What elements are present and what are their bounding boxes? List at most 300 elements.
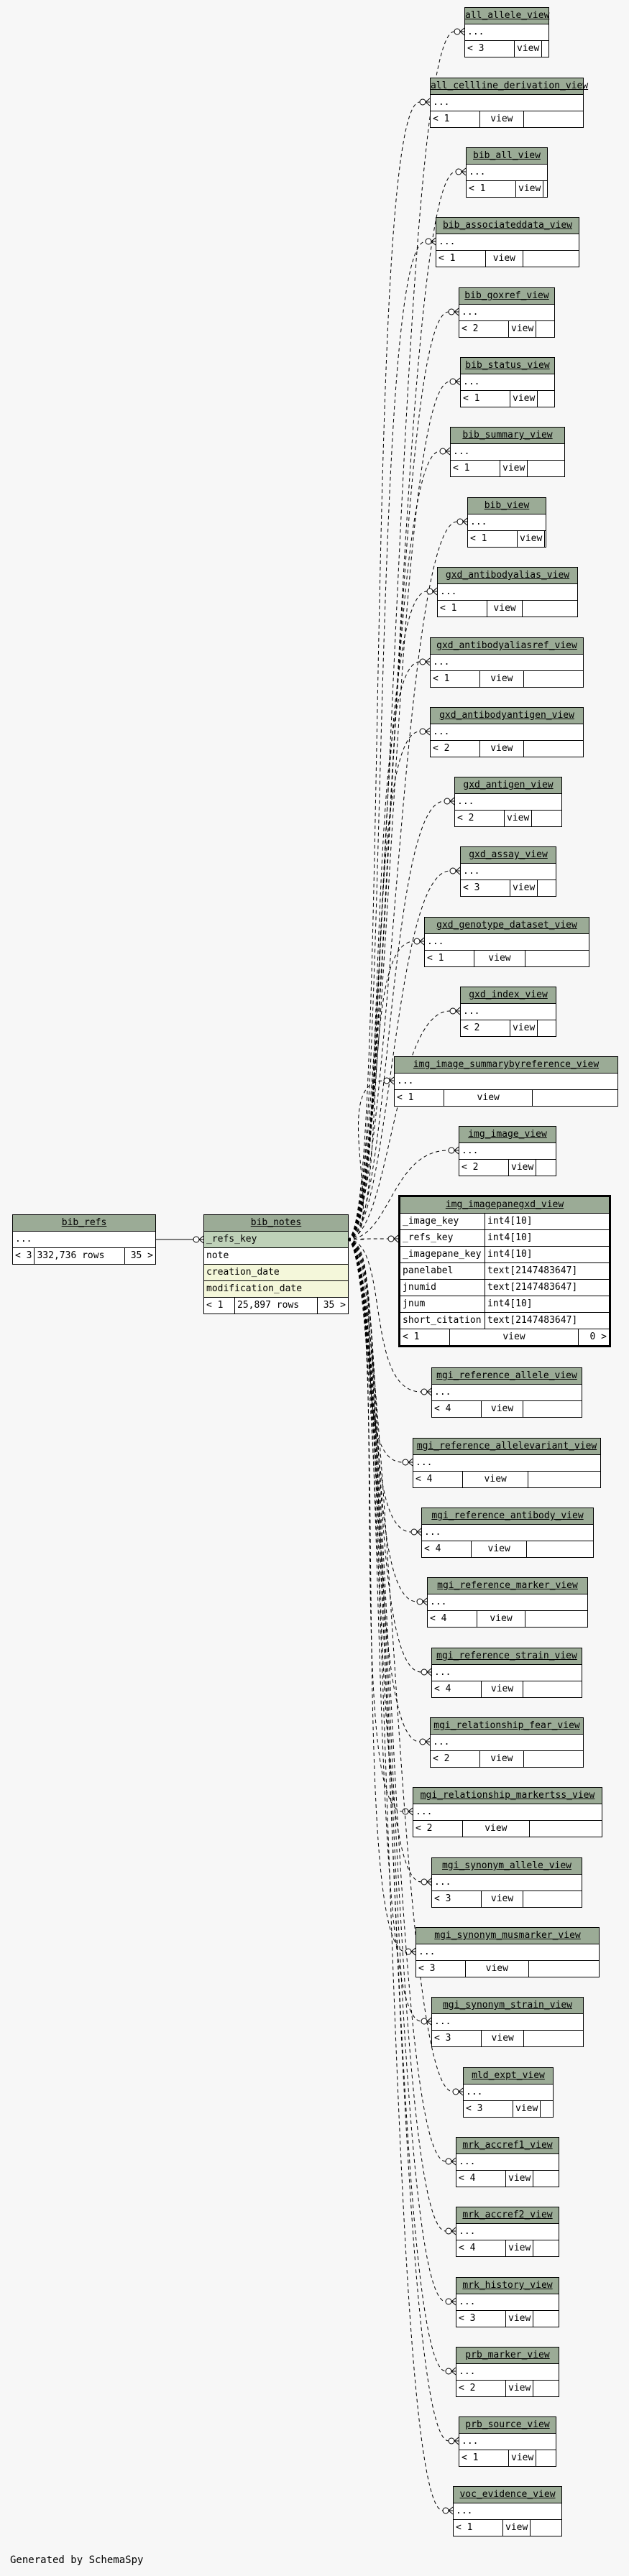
edge-18 (347, 1239, 403, 1462)
parents-count[interactable]: < 1 (459, 2450, 509, 2466)
table-header[interactable] (431, 78, 589, 95)
column-row: ... (456, 2154, 559, 2171)
view-label: view (444, 1090, 533, 1106)
parents-count[interactable]: < 4 (413, 1472, 463, 1487)
children-count[interactable]: 35 > (323, 1300, 346, 1311)
table-header[interactable] (456, 2138, 559, 2154)
footer-blank (524, 741, 583, 757)
crowfoot-marker (420, 1739, 426, 1745)
view-table[interactable] (466, 147, 548, 198)
table-name: mrk_history_view (462, 2280, 553, 2291)
table-name: gxd_assay_view (469, 849, 548, 860)
children-count[interactable]: 0 > (589, 1331, 607, 1342)
column-row: ... (425, 934, 589, 951)
edge-5 (347, 382, 450, 1239)
table-header[interactable] (413, 1439, 600, 1455)
table-header[interactable] (456, 2348, 559, 2364)
column-row: modification_date (204, 1281, 348, 1298)
footer-blank (542, 41, 577, 57)
parents-count[interactable]: < 4 (456, 2171, 506, 2187)
footer-blank (524, 2031, 583, 2046)
table-name: bib_view (484, 500, 530, 511)
crowfoot-marker (449, 309, 454, 315)
view-label: view (506, 2381, 533, 2396)
parents-count[interactable]: < 2 (456, 2381, 506, 2396)
parents-count[interactable]: < 4 (422, 1541, 472, 1557)
view-table[interactable] (456, 2277, 559, 2327)
view-label: view (480, 1751, 524, 1767)
crowfoot-marker (421, 1389, 427, 1395)
edge-32 (347, 1239, 449, 2441)
view-label: view (463, 1472, 528, 1487)
view-label: view (510, 880, 538, 896)
view-label: view (472, 1541, 527, 1557)
parents-count[interactable]: < 2 (413, 1821, 463, 1837)
table-bib-notes[interactable] (203, 1214, 349, 1314)
column-row: panelabel text[2147483647] (400, 1263, 609, 1280)
rows-count: 332,736 rows (35, 1248, 125, 1264)
parents-count[interactable]: < 3 (465, 41, 515, 57)
crowfoot-marker (421, 2018, 427, 2024)
view-label: view (500, 461, 528, 476)
column-row: ... (431, 95, 583, 111)
table-header[interactable] (464, 2068, 553, 2085)
table-name: bib_summary_view (462, 430, 553, 440)
table-header[interactable] (413, 1788, 602, 1804)
column-row: ... (416, 1944, 599, 1961)
table-header[interactable] (436, 218, 579, 234)
key-column-row: _refs_key (204, 1232, 348, 1248)
crowfoot-marker (443, 2508, 449, 2513)
view-table[interactable] (431, 1367, 582, 1418)
footer-blank (524, 1751, 583, 1767)
view-table[interactable] (421, 1508, 594, 1558)
table-footer (428, 1611, 587, 1627)
table-name: gxd_antibodyaliasref_view (436, 640, 577, 651)
table-name: img_image_view (468, 1129, 547, 1140)
footer-blank (536, 321, 575, 337)
view-table[interactable] (456, 2207, 559, 2257)
table-footer (431, 1751, 583, 1767)
table-footer (432, 1401, 582, 1417)
view-table[interactable] (413, 1787, 602, 1837)
footer-blank (538, 391, 576, 407)
table-header[interactable] (461, 987, 556, 1004)
view-table[interactable] (431, 1997, 584, 2047)
column-row: ... (413, 1804, 602, 1821)
view-table[interactable] (430, 637, 584, 688)
table-header[interactable] (431, 708, 583, 724)
table-header[interactable] (451, 428, 564, 444)
table-header[interactable] (432, 1998, 583, 2014)
parents-count[interactable]: < 1 (461, 391, 510, 407)
crowfoot-marker (457, 519, 463, 525)
table-footer (455, 811, 561, 826)
view-label: view (480, 671, 524, 687)
table-name: mrk_accref1_view (462, 2140, 553, 2151)
table-name: mgi_reference_marker_view (437, 1580, 578, 1591)
column-row: ... (451, 444, 564, 461)
view-table[interactable] (450, 427, 565, 477)
view-label: view (474, 951, 525, 966)
footer-blank (533, 2171, 574, 2187)
footer-blank (533, 1090, 617, 1106)
parents-count[interactable]: < 4 (456, 2240, 506, 2256)
footer-blank (525, 951, 589, 966)
column-row: ... (431, 655, 583, 671)
table-name: mgi_synonym_musmarker_view (434, 1930, 581, 1941)
crowfoot-marker (450, 868, 456, 874)
table-header[interactable] (456, 2278, 559, 2294)
parents-count[interactable]: < 3 (432, 1891, 482, 1907)
table-header[interactable] (459, 2417, 556, 2434)
view-label: view (510, 391, 538, 407)
parents-count[interactable]: < 1 (438, 601, 487, 617)
parents-count[interactable]: < 2 (455, 811, 505, 826)
column-row: ... (395, 1074, 617, 1090)
view-table[interactable] (467, 497, 546, 548)
table-name: mgi_relationship_markertss_view (420, 1790, 595, 1801)
edge-6 (347, 451, 440, 1239)
table-name: mgi_reference_strain_view (436, 1651, 577, 1661)
crowfoot-marker (456, 169, 462, 175)
column-row: ... (459, 2434, 556, 2450)
table-header[interactable] (438, 568, 577, 584)
parents-count[interactable]: < 1 (454, 2520, 503, 2536)
footer-blank (543, 181, 577, 197)
crowfoot-marker (454, 29, 460, 34)
column-row: ... (438, 584, 577, 601)
view-table[interactable] (460, 846, 556, 897)
table-header[interactable] (431, 638, 583, 655)
table-footer (459, 2450, 556, 2466)
table-footer (413, 1472, 600, 1487)
table-header[interactable] (13, 1215, 155, 1232)
view-table[interactable] (427, 1577, 588, 1628)
column-row: ... (455, 794, 561, 811)
table-header[interactable] (416, 1928, 599, 1944)
table-footer (395, 1090, 617, 1106)
parents-count[interactable]: < 1 (436, 251, 486, 267)
parents-count[interactable]: < 2 (461, 1020, 510, 1036)
view-table[interactable] (454, 777, 562, 827)
table-header[interactable] (425, 918, 589, 934)
view-table[interactable] (431, 1857, 582, 1908)
table-name: mrk_accref2_view (462, 2210, 553, 2220)
view-label: view (480, 111, 524, 127)
table-name: bib_notes (250, 1217, 302, 1228)
table-header[interactable] (432, 1858, 582, 1875)
crowfoot-marker (440, 448, 446, 454)
table-img-imagepanegxd-view[interactable] (398, 1195, 611, 1347)
table-header[interactable] (431, 1718, 583, 1735)
table-footer (400, 1329, 609, 1345)
table-footer (459, 1160, 556, 1176)
crowfoot-marker (446, 2228, 451, 2234)
footer-blank (538, 880, 577, 896)
crowfoot-marker (411, 1529, 417, 1535)
view-label: view (487, 601, 523, 617)
crowfoot-marker (193, 1237, 199, 1242)
table-header[interactable] (455, 777, 561, 794)
footer-blank (538, 1020, 577, 1036)
view-table[interactable] (463, 2067, 554, 2118)
view-table[interactable] (394, 1056, 618, 1107)
table-header[interactable] (400, 1197, 609, 1214)
table-footer (204, 1298, 348, 1314)
table-name: mgi_reference_allelevariant_view (416, 1441, 597, 1451)
table-name: mgi_synonym_allele_view (441, 1860, 571, 1871)
parents-count[interactable]: < 2 (459, 321, 509, 337)
table-footer (432, 1681, 582, 1697)
table-header[interactable] (428, 1578, 587, 1594)
footer-blank (532, 811, 574, 826)
footer-blank (528, 461, 573, 476)
column-row: ... (456, 2294, 559, 2311)
table-footer (464, 2101, 553, 2117)
table-footer (461, 1020, 556, 1036)
table-footer (456, 2240, 559, 2256)
parents-count[interactable]: < 1 (467, 181, 516, 197)
table-footer (413, 1821, 602, 1837)
view-table[interactable] (456, 2137, 559, 2187)
table-header[interactable] (432, 1648, 582, 1665)
view-label: view (516, 181, 543, 197)
footer-blank (529, 1961, 599, 1977)
footer-blank (536, 2450, 575, 2466)
table-header[interactable] (395, 1057, 617, 1074)
generated-by-label: Generated by SchemaSpy (10, 2554, 144, 2566)
view-table[interactable] (415, 1927, 600, 1977)
view-table[interactable] (430, 78, 589, 128)
view-table[interactable] (431, 1648, 582, 1698)
edge-33 (347, 1239, 443, 2511)
view-label: view (518, 531, 545, 547)
crowfoot-marker (420, 659, 426, 665)
view-label: view (482, 1681, 523, 1697)
parents-count[interactable]: < 1 (395, 1090, 444, 1106)
view-table[interactable] (430, 1717, 584, 1768)
table-header[interactable] (454, 2487, 561, 2503)
crowfoot-marker (450, 379, 456, 384)
footer-blank (523, 251, 579, 267)
children-count[interactable]: 35 > (130, 1250, 153, 1261)
parents-count[interactable]: < 2 (431, 1751, 480, 1767)
table-header[interactable] (465, 8, 548, 24)
parents-count[interactable]: < 1 (431, 111, 480, 127)
table-name: bib_refs (61, 1217, 107, 1228)
table-header[interactable] (461, 847, 556, 864)
parents-count[interactable]: < 3 (456, 2311, 506, 2327)
footer-blank (545, 531, 577, 547)
table-footer (454, 2520, 561, 2536)
view-label: view (477, 1611, 525, 1627)
parents-count[interactable]: < 3 (432, 2031, 482, 2046)
table-name: all_allele_view (465, 10, 550, 21)
parents-count[interactable]: < 2 (431, 741, 480, 757)
table-header[interactable] (456, 2207, 559, 2224)
column-row: note (204, 1248, 348, 1265)
view-table[interactable] (459, 287, 555, 338)
table-footer (431, 111, 583, 127)
parents-count[interactable]: < 3 (464, 2101, 513, 2117)
crowfoot-marker (450, 1008, 456, 1014)
crowfoot-marker (446, 2299, 451, 2304)
crowfoot-marker (420, 99, 426, 105)
view-label: view (515, 41, 542, 57)
column-row: ... (454, 2503, 561, 2520)
parents-count[interactable]: < 1 (400, 1329, 450, 1345)
crowfoot-marker (446, 2159, 451, 2164)
table-bib-refs[interactable] (12, 1214, 156, 1265)
view-label: view (509, 2450, 536, 2466)
view-label: view (482, 2031, 524, 2046)
table-footer (468, 531, 546, 547)
footer-blank (523, 1891, 582, 1907)
rows-count: 25,897 rows (235, 1298, 318, 1314)
view-table[interactable] (437, 567, 578, 617)
table-footer (467, 181, 547, 197)
column-row: ... (432, 2014, 583, 2031)
footer-blank (523, 1401, 582, 1417)
table-name: gxd_genotype_dataset_view (436, 920, 577, 931)
crowfoot-marker (420, 729, 426, 734)
footer-blank (524, 111, 583, 127)
parents-count[interactable]: < 3 (416, 1961, 466, 1977)
column-row: ... (432, 1875, 582, 1891)
view-label: view (506, 2171, 533, 2187)
column-row: ... (432, 1665, 582, 1681)
parents-count[interactable]: < 1 (468, 531, 518, 547)
table-footer (465, 41, 548, 57)
column-row: ... (461, 374, 554, 391)
view-label: view (463, 1821, 530, 1837)
table-header[interactable] (432, 1368, 582, 1385)
crowfoot-marker (427, 588, 433, 594)
table-footer (436, 251, 579, 267)
column-row: ... (456, 2224, 559, 2240)
view-table[interactable] (424, 917, 589, 967)
view-label: view (466, 1961, 529, 1977)
crowfoot-marker (421, 1879, 427, 1885)
table-name: bib_associateddata_view (442, 220, 572, 231)
parents-count[interactable]: < 1 (425, 951, 474, 966)
parents-count[interactable]: < 1 (431, 671, 480, 687)
crowfoot-marker (403, 1459, 408, 1465)
table-header[interactable] (468, 498, 546, 514)
view-table[interactable] (460, 357, 555, 407)
footer-blank (533, 2311, 574, 2327)
view-table[interactable] (436, 217, 579, 267)
table-header[interactable] (467, 148, 547, 165)
parents-count[interactable]: < 4 (432, 1681, 482, 1697)
table-name: gxd_antibodyalias_view (445, 570, 570, 581)
column-row: creation_date (204, 1265, 348, 1281)
view-label: view (505, 811, 532, 826)
footer-blank (541, 2101, 577, 2117)
column-row: ... (467, 165, 547, 181)
crowfoot-marker (388, 1236, 394, 1242)
view-table[interactable] (459, 2416, 556, 2467)
crowfoot-marker (449, 2438, 454, 2444)
view-table[interactable] (464, 7, 549, 57)
column-row: ... (456, 2364, 559, 2381)
table-footer (13, 1248, 155, 1264)
edge-23 (347, 1239, 403, 1811)
footer-blank (531, 2520, 574, 2536)
column-row: ... (432, 1385, 582, 1401)
table-header[interactable] (459, 1127, 556, 1143)
table-footer (432, 2031, 583, 2046)
crowfoot-marker (446, 2368, 451, 2374)
table-header[interactable] (459, 288, 554, 305)
parents-count[interactable]: < 3 (13, 1248, 35, 1264)
crowfoot-marker (414, 938, 420, 944)
column-row: ... (422, 1525, 593, 1541)
footer-blank (523, 601, 577, 617)
table-name: gxd_antigen_view (463, 780, 554, 790)
column-row: ... (413, 1455, 600, 1472)
crowfoot-marker (421, 1669, 427, 1675)
crowfoot-marker (384, 1078, 390, 1084)
view-label: view (486, 251, 523, 267)
table-name: voc_evidence_view (459, 2489, 556, 2500)
parents-count[interactable]: < 1 (204, 1298, 235, 1314)
table-header[interactable] (422, 1508, 593, 1525)
column-row: jnum int4[10] (400, 1296, 609, 1313)
edge-15 (347, 1081, 384, 1239)
view-table[interactable] (413, 1438, 601, 1488)
crowfoot-marker (426, 239, 431, 244)
table-name: img_imagepanegxd_view (445, 1199, 564, 1210)
table-name: mgi_relationship_fear_view (433, 1720, 580, 1731)
table-name: all_cellline_derivation_view (431, 80, 589, 91)
view-table[interactable] (456, 2347, 559, 2397)
column-row: ... (459, 305, 554, 321)
parents-count[interactable]: < 4 (432, 1401, 482, 1417)
table-footer (438, 601, 577, 617)
table-header[interactable] (204, 1215, 348, 1232)
table-footer (456, 2311, 559, 2327)
table-footer (422, 1541, 593, 1557)
parents-count[interactable]: < 4 (428, 1611, 477, 1627)
footer-blank (536, 1160, 575, 1176)
column-row: ... (459, 1143, 556, 1160)
view-table[interactable] (459, 1126, 556, 1176)
view-table[interactable] (453, 2486, 562, 2536)
table-header[interactable] (461, 358, 554, 374)
view-label: view (503, 2520, 531, 2536)
table-footer (432, 1891, 582, 1907)
table-footer (416, 1961, 599, 1977)
parents-count[interactable]: < 2 (459, 1160, 509, 1176)
parents-count[interactable]: < 1 (451, 461, 500, 476)
column-row: ... (468, 514, 546, 531)
table-name: img_image_summarybyreference_view (413, 1059, 600, 1070)
table-name: mgi_reference_allele_view (436, 1370, 577, 1381)
column-row: ... (465, 24, 548, 41)
table-footer (456, 2171, 559, 2187)
view-table[interactable] (430, 707, 584, 757)
column-row: ... (461, 864, 556, 880)
column-row: jnumid text[2147483647] (400, 1280, 609, 1296)
parents-count[interactable]: < 3 (461, 880, 510, 896)
footer-blank (530, 1821, 602, 1837)
footer-blank (533, 2240, 574, 2256)
table-footer (459, 321, 554, 337)
view-table[interactable] (460, 987, 556, 1037)
view-label: view (509, 321, 536, 337)
